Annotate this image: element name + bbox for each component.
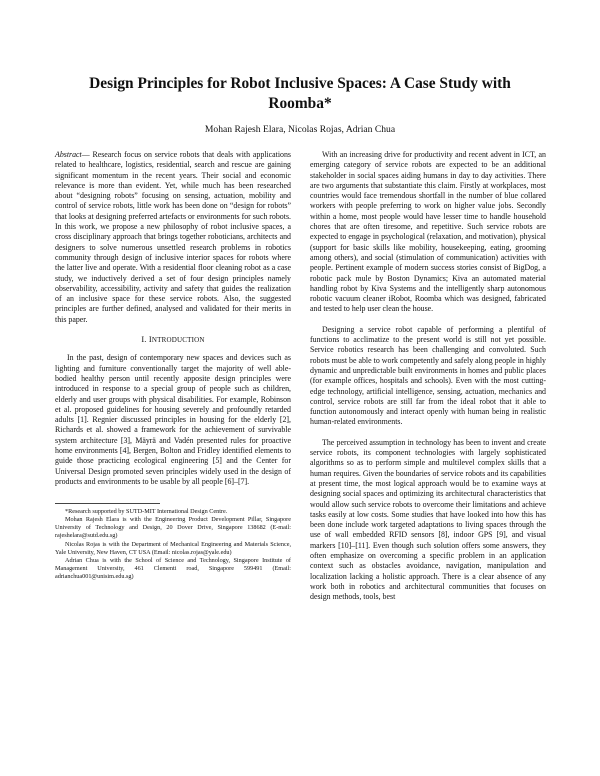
- footnote-author-elara: Mohan Rajesh Elara is with the Engineering Product Development Pillar, Singapore University of Technology and Design, 20 Dover Drive, Singapore 138682 (E-mail: rajeshelara@sutd.edu.sg): [55, 516, 291, 540]
- abstract: [55, 150, 291, 325]
- footnote-author-rojas: Nicolas Rojas is with the Department of Mechanical Engineering and Materials Science, Yale University, New Haven, CT USA (Email: nicolas.rojas@yale.edu): [55, 540, 291, 556]
- intro-paragraph: In the past, design of contemporary new spaces and devices such as lighting and furniture conventionally target the majority of well able-bodied healthy person until recently apposite design principles were introduced in response to a special group of people such as children, elderly and user groups with physical disabilities. For example, Robinson et al. proposed guidelines for housing severely and profoundly retarded adults [1]. Regnier discussed principles in housing for the elderly [2], Richards et al. showed a framework for the achievement of survivable system architecture [3], Mäyrä and Vadén presented rules for proactive home environments [4], Bergen, Bolton and Fridley identified elements to guide those practicing ecological engineering [5] and the Center for Universal Design promoted seven principles widely used in the design of products and environments to be usable by all people [6]–[7].: [55, 353, 291, 486]
- abstract-label: Abstract: [55, 150, 82, 159]
- body-paragraph: With an increasing drive for productivity and recent advent in ICT, an emerging category of service robots are expected to be an additional stakeholder in social spaces aiding humans in day to day activities. There are two arguments that substantiate this claim. Firstly at workplaces, most countries would face tremendous shortfall in the number of blue collared workers with people preferring to work on higher value jobs. Secondly within a home, most people would have lesser time to handle household chores that are often tiresome, and repetitive. Such service robots are expected to engage in psychological (relaxation, and motivation), physical (support for basic skills like mobility, housekeeping, eating, grooming among others), and social (stimulation of communication) activities with people. Pertinent example of modern success stories consist of BigDog, a robotic pack mule by Boston Dynamics; Kiva an automated material handling robot by Kiva Systems and the intelligently sharp autonomous robotic vacuum cleaner iRobot, Roomba which was designed, fabricated and tested to help user clean the house.: [310, 150, 546, 314]
- section-numeral: I.: [141, 335, 147, 345]
- section-heading-introduction: [55, 335, 291, 345]
- body-paragraph: Designing a service robot capable of performing a plentiful of functions to acclimatize to the present world is still not yet possible. Service robotics research has been challenging and convoluted. Such robots must be able to work competently and safely along people in highly dynamic and unpredictable built environments in homes and public places (for example offices, hospitals and schools). Even with the most cutting-edge technology, artificial intelligence, sensing, actuation, mechanics and control, service robots are still far from the ideal robot that it able to function autonomously and interact openly with human being in realistic human-related environments.: [310, 324, 546, 427]
- footnote-rule: [55, 503, 160, 504]
- abstract-text: — Research focus on service robots that deals with applications related to healthcare, logistics, residential, search and rescue are gaining significant momentum in the recent years. Their social and economic relevance is more than evident. Yet, while much has been researched about “designing robots” focusing on sensing, actuation, mobility and control of service robots, little work has been done on “design for robots” that looks at designing preferred artefacts or environments for such robots. In this work, we propose a new philosophy of robot inclusive spaces, a cross disciplinary approach that brings together roboticians, architects and designers to solve numerous unsettled research problems in robotics community through design of inclusive interior spaces for robots where the latter live and operate. With a residential floor cleaning robot as a case study, we inductively derived a set of four design principles namely observability, accessibility, activity and safety that guides the realization of an inclusive space for these service robots. Also, the suggested principles are further defined, analysed and validated for their merits in this paper.: [55, 150, 291, 324]
- left-column: [55, 150, 291, 581]
- right-column: [310, 150, 546, 602]
- section-title-initial: I: [148, 335, 152, 345]
- body-paragraph: The perceived assumption in technology has been to invent and create service robots, its component technologies with largely sophisticated algorithms so as to perform simple and multilevel complex skills that a human requires. Given the boundaries of service robots and its capabilities at present time, the most logical approach would be to examine ways at designing social spaces and optimizing its architectural characteristics that would allow such service robots to overcome their limitations and achieve tasks easily at low costs. Some studies that have looked into how this has been done include work targeted adaptations to living spaces through the use of wall embedded RFID sensors [8], indoor GPS [9], and visual markers [10]–[11]. Even though such solution offers some answers, they often emphasize on overcoming a specific problem in an application context such as obstacles avoidance, navigation, manipulation and localization lacking a holistic approach. There is a clear absence of any work both in robotics and architectural communities that focuses on design methods, tools, best: [310, 437, 546, 602]
- footnote-author-chua: Adrian Chua is with the School of Science and Technology, Singapore Institute of Management University, 461 Clementi road, Singapore 599491 (Email: adrianchua001@unisim.edu.sg): [55, 556, 291, 580]
- footnotes: [55, 508, 291, 581]
- author-list: Mohan Rajesh Elara, Nicolas Rojas, Adrian Chua: [204, 124, 396, 135]
- paper-title: Design Principles for Robot Inclusive Spaces: A Case Study with Roomba*: [89, 75, 511, 112]
- section-title-rest: NTRODUCTION: [151, 336, 205, 345]
- footnote-funding: *Research supported by SUTD-MIT International Design Centre.: [65, 508, 228, 516]
